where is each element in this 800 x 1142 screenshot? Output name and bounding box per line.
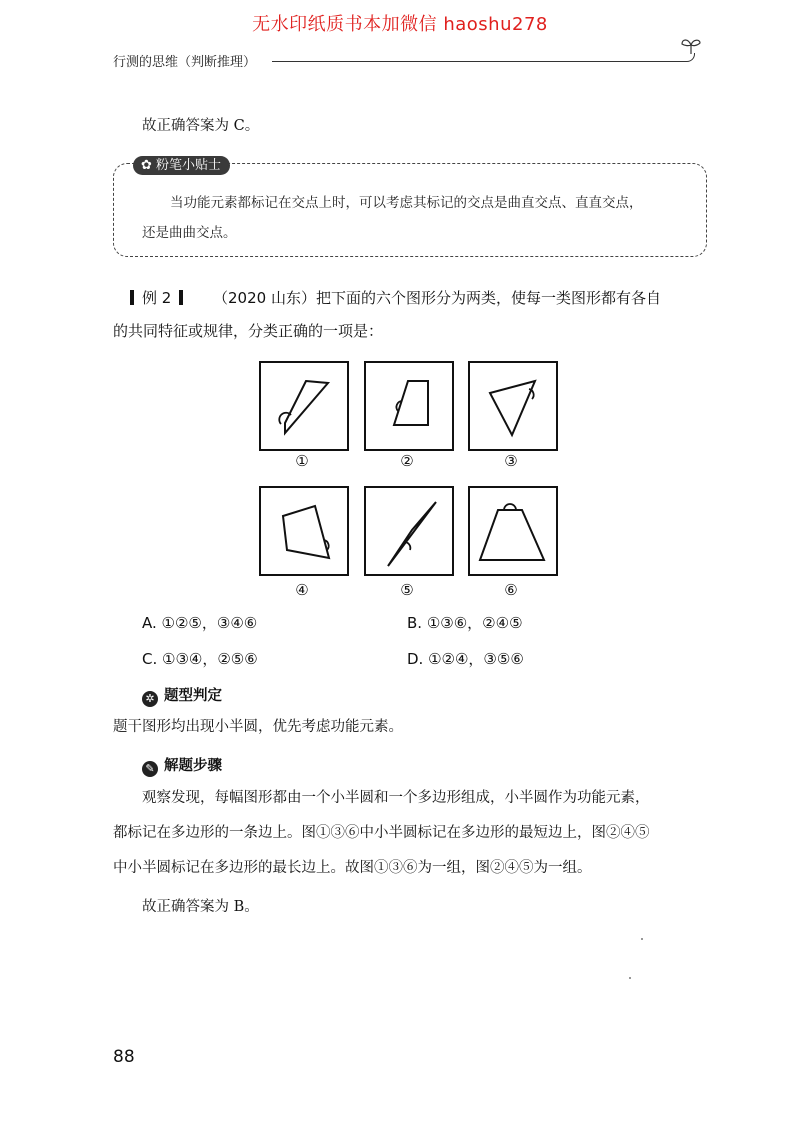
pencil-icon: ✎	[142, 761, 158, 777]
tip-text-line-2: 还是曲曲交点。	[142, 225, 237, 241]
gear-icon: ✲	[142, 691, 158, 707]
option-d: D. ①②④，③⑤⑥	[407, 650, 524, 668]
running-header-title: 行测的思维（判断推理）	[113, 55, 257, 70]
scan-speck	[641, 938, 643, 940]
figure-4-label: ④	[295, 581, 309, 599]
header-rule	[272, 61, 682, 62]
sprout-badge-icon: ✿	[141, 158, 157, 173]
tip-badge	[133, 156, 230, 175]
figure-6	[468, 486, 558, 576]
solution-answer: 故正确答案为 B。	[142, 899, 259, 915]
previous-answer-line: 故正确答案为 C。	[142, 118, 260, 134]
solution-line-2: 都标记在多边形的一条边上。图①③⑥中小半圆标记在多边形的最短边上，图②④⑤	[113, 825, 650, 841]
scan-speck	[629, 977, 631, 979]
question-type-text: 题干图形均出现小半圆，优先考虑功能元素。	[113, 719, 403, 735]
figure-5-label: ⑤	[400, 581, 414, 599]
question-line-2: 的共同特征或规律，分类正确的一项是：	[113, 322, 384, 340]
figure-2	[364, 361, 454, 451]
example-label	[130, 287, 183, 308]
solution-line-1: 观察发现，每幅图形都由一个小半圆和一个多边形组成，小半圆作为功能元素，	[142, 790, 650, 806]
sprout-icon	[680, 36, 702, 56]
page-number: 88	[113, 1047, 135, 1067]
question-line-1: （2020 山东）把下面的六个图形分为两类，使每一类图形都有各自	[213, 289, 661, 307]
figure-1-label: ①	[295, 452, 309, 470]
solution-line-3: 中小半圆标记在多边形的最长边上。故图①③⑥为一组，图②④⑤为一组。	[113, 860, 592, 876]
question-type-heading-text: 题型判定	[164, 688, 222, 704]
figure-3-label: ③	[504, 452, 518, 470]
figure-6-label: ⑥	[504, 581, 518, 599]
solution-heading-text: 解题步骤	[164, 758, 222, 774]
figure-5	[364, 486, 454, 576]
figure-4	[259, 486, 349, 576]
example-marker-left	[130, 290, 134, 305]
watermark-text: 无水印纸质书本加微信 haoshu278	[252, 14, 548, 35]
tip-badge-label: 粉笔小贴士	[156, 158, 222, 173]
tip-text-line-1: 当功能元素都标记在交点上时，可以考虑其标记的交点是曲直交点、直直交点，	[170, 195, 643, 211]
option-a: A. ①②⑤，③④⑥	[142, 614, 258, 632]
option-b: B. ①③⑥，②④⑤	[407, 614, 523, 632]
figure-1	[259, 361, 349, 451]
example-number: 例 2	[142, 289, 172, 307]
example-marker-right	[179, 290, 183, 305]
option-c: C. ①③④，②⑤⑥	[142, 650, 258, 668]
figure-3	[468, 361, 558, 451]
solution-heading	[142, 754, 222, 777]
question-type-heading	[142, 684, 222, 707]
figure-2-label: ②	[400, 452, 414, 470]
